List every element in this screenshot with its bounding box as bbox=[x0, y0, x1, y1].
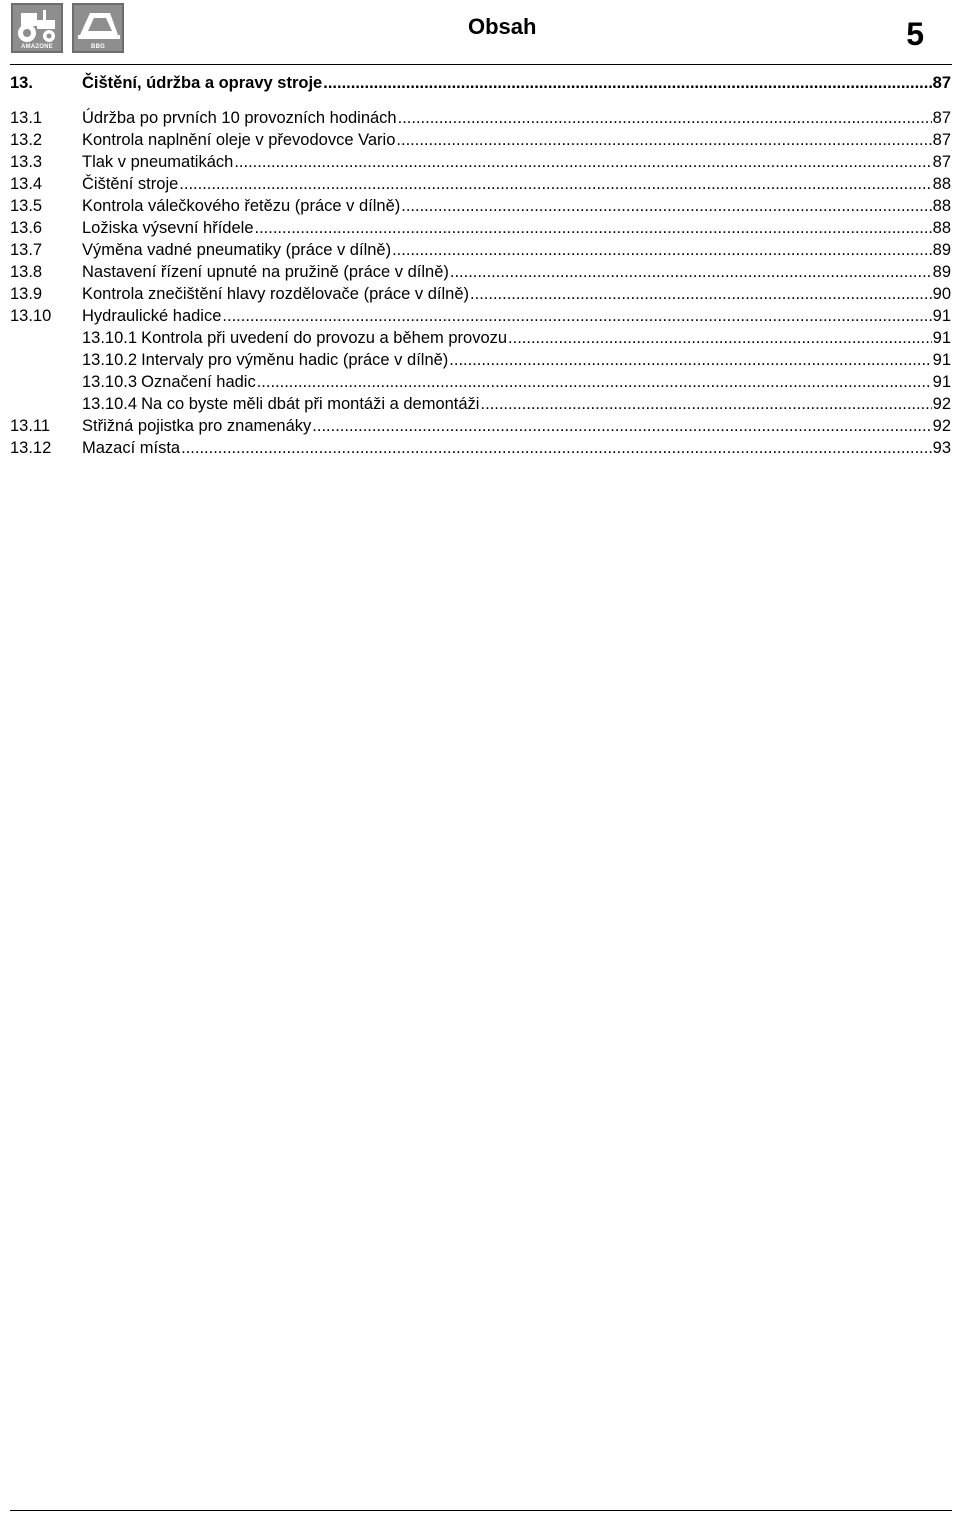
toc-page: 91 bbox=[932, 373, 951, 391]
toc-entry[interactable] bbox=[10, 195, 951, 217]
bbg-logo bbox=[72, 3, 124, 53]
toc-entry[interactable] bbox=[10, 371, 951, 393]
toc-entry[interactable] bbox=[10, 349, 951, 371]
toc-leader bbox=[323, 72, 931, 94]
toc-title: Kontrola válečkového řetězu (práce v dílně) bbox=[82, 197, 401, 215]
toc-number: 13.6 bbox=[10, 219, 43, 237]
toc-leader bbox=[450, 261, 932, 283]
toc-leader bbox=[234, 151, 931, 173]
amazone-logo-text: AMAZONE bbox=[21, 44, 53, 50]
toc-entry[interactable] bbox=[10, 151, 951, 173]
toc-number: 13.12 bbox=[10, 439, 52, 457]
toc-entry[interactable] bbox=[10, 393, 951, 415]
page-number: 5 bbox=[906, 16, 924, 52]
toc-entry[interactable] bbox=[10, 305, 951, 327]
toc-title: Označení hadic bbox=[141, 373, 256, 391]
toc-title: Údržba po prvních 10 provozních hodinách bbox=[82, 109, 397, 127]
toc-page: 87 bbox=[932, 74, 951, 92]
toc-leader bbox=[398, 107, 932, 129]
toc-entry[interactable] bbox=[10, 129, 951, 151]
toc-title: Čištění stroje bbox=[82, 175, 179, 193]
toc-number: 13.5 bbox=[10, 197, 43, 215]
table-of-contents bbox=[10, 72, 951, 459]
toc-title: Intervaly pro výměnu hadic (práce v dílně) bbox=[141, 351, 449, 369]
header-title: Obsah bbox=[468, 14, 537, 39]
toc-number: 13.11 bbox=[10, 417, 51, 435]
toc-number: 13. bbox=[10, 74, 33, 92]
toc-title: Střižná pojistka pro znamenáky bbox=[82, 417, 312, 435]
toc-entry[interactable] bbox=[10, 107, 951, 129]
toc-page: 88 bbox=[932, 197, 951, 215]
page-header bbox=[0, 0, 960, 66]
toc-title: Výměna vadné pneumatiky (práce v dílně) bbox=[82, 241, 392, 259]
toc-leader bbox=[401, 195, 931, 217]
bbg-logo-text: BBG bbox=[91, 44, 105, 50]
toc-entry[interactable] bbox=[10, 283, 951, 305]
toc-title: Na co byste měli dbát při montáži a demontáži bbox=[141, 395, 480, 413]
toc-title: Kontrola znečištění hlavy rozdělovače (práce v dílně) bbox=[82, 285, 470, 303]
toc-page: 92 bbox=[932, 417, 951, 435]
toc-entry[interactable] bbox=[10, 217, 951, 239]
toc-title: Kontrola při uvedení do provozu a během provozu bbox=[141, 329, 508, 347]
toc-page: 91 bbox=[932, 351, 951, 369]
toc-title: Ložiska výsevní hřídele bbox=[82, 219, 254, 237]
toc-leader bbox=[181, 437, 932, 459]
toc-entries bbox=[10, 107, 951, 459]
toc-leader bbox=[480, 393, 931, 415]
toc-chapter[interactable] bbox=[10, 72, 951, 96]
toc-page: 91 bbox=[932, 329, 951, 347]
toc-leader bbox=[255, 217, 932, 239]
toc-number: 13.10.3 bbox=[82, 373, 138, 391]
toc-page: 89 bbox=[932, 263, 951, 281]
toc-entry[interactable] bbox=[10, 437, 951, 459]
toc-number: 13.10.2 bbox=[82, 351, 138, 369]
toc-page: 87 bbox=[932, 153, 951, 171]
toc-entry[interactable] bbox=[10, 173, 951, 195]
toc-title: Mazací místa bbox=[82, 439, 181, 457]
toc-entry[interactable] bbox=[10, 415, 951, 437]
toc-leader bbox=[392, 239, 932, 261]
toc-title: Hydraulické hadice bbox=[82, 307, 222, 325]
toc-leader bbox=[179, 173, 931, 195]
toc-page: 92 bbox=[932, 395, 951, 413]
toc-leader bbox=[222, 305, 931, 327]
toc-page: 87 bbox=[932, 131, 951, 149]
toc-number: 13.7 bbox=[10, 241, 43, 259]
toc-page: 87 bbox=[932, 109, 951, 127]
toc-number: 13.10.1 bbox=[82, 329, 138, 347]
toc-page: 88 bbox=[932, 219, 951, 237]
toc-number: 13.4 bbox=[10, 175, 43, 193]
amazone-logo bbox=[11, 3, 63, 53]
toc-entry[interactable] bbox=[10, 261, 951, 283]
toc-number: 13.1 bbox=[10, 109, 43, 127]
toc-leader bbox=[396, 129, 931, 151]
toc-leader bbox=[257, 371, 932, 393]
toc-title: Nastavení řízení upnuté na pružině (práce v dílně) bbox=[82, 263, 449, 281]
toc-leader bbox=[449, 349, 931, 371]
toc-number: 13.3 bbox=[10, 153, 43, 171]
toc-entry[interactable] bbox=[10, 239, 951, 261]
toc-page: 89 bbox=[932, 241, 951, 259]
toc-page: 90 bbox=[932, 285, 951, 303]
toc-leader bbox=[508, 327, 932, 349]
toc-leader bbox=[470, 283, 932, 305]
toc-page: 91 bbox=[932, 307, 951, 325]
toc-leader bbox=[312, 415, 931, 437]
toc-title: Čištění, údržba a opravy stroje bbox=[82, 74, 323, 92]
toc-title: Kontrola naplnění oleje v převodovce Vario bbox=[82, 131, 396, 149]
toc-number: 13.10.4 bbox=[82, 395, 138, 413]
toc-number: 13.8 bbox=[10, 263, 43, 281]
toc-number: 13.10 bbox=[10, 307, 52, 325]
toc-number: 13.9 bbox=[10, 285, 43, 303]
toc-title: Tlak v pneumatikách bbox=[82, 153, 234, 171]
toc-number: 13.2 bbox=[10, 131, 43, 149]
toc-page: 93 bbox=[932, 439, 951, 457]
header-divider bbox=[10, 64, 952, 65]
toc-page: 88 bbox=[932, 175, 951, 193]
toc-entry[interactable] bbox=[10, 327, 951, 349]
footer-divider bbox=[10, 1510, 952, 1511]
